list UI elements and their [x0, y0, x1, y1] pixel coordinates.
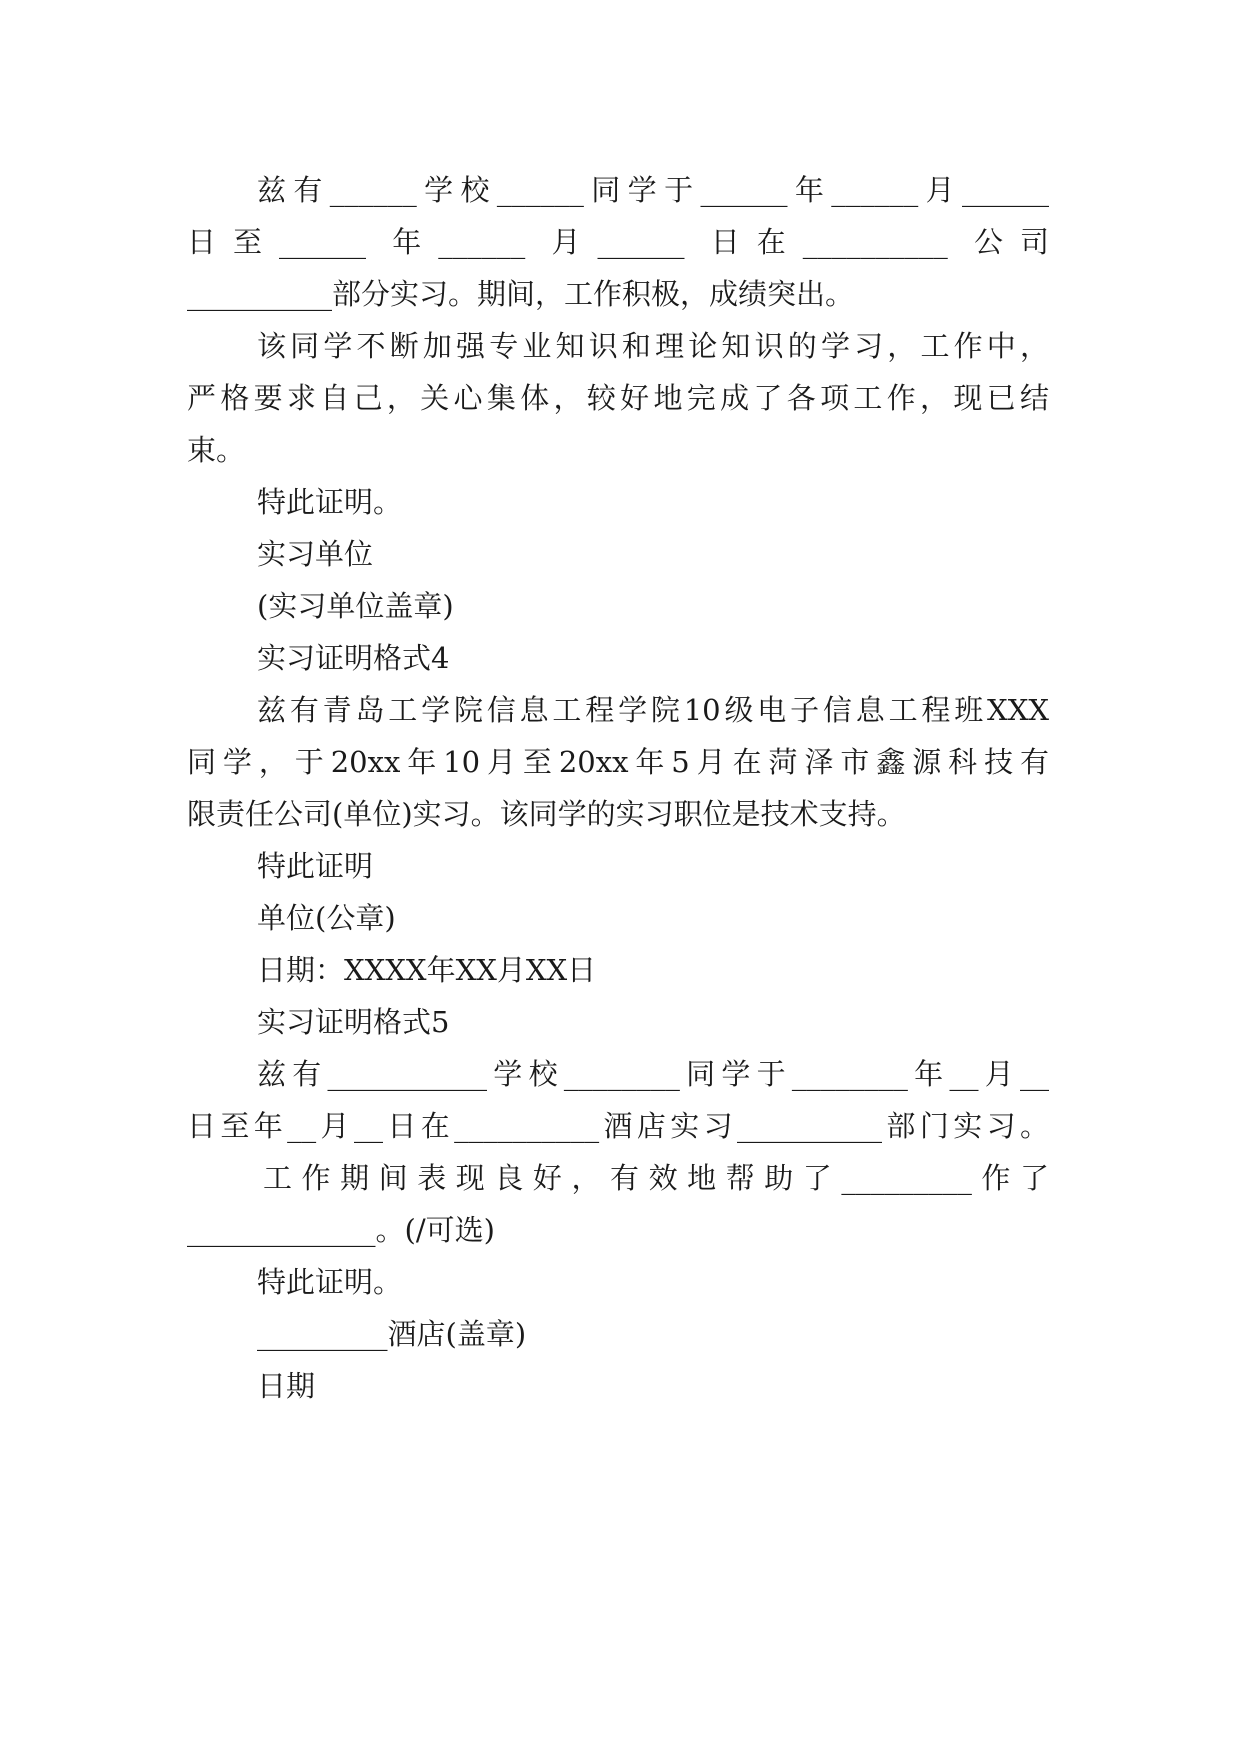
paragraph-line: 该同学不断加强专业知识和理论知识的学习，工作中，: [257, 329, 1049, 363]
paragraph-line: 兹有______学校______同学于______年______月______: [257, 173, 1049, 207]
paragraph-line: 特此证明。: [257, 485, 403, 519]
section-heading: 实习证明格式5: [257, 1005, 450, 1039]
paragraph-line: _________酒店(盖章): [257, 1317, 527, 1351]
paragraph-line: 日至______ 年______ 月______ 日在__________ 公司: [187, 225, 1049, 259]
paragraph-line: 严格要求自己，关心集体，较好地完成了各项工作，现已结: [187, 381, 1049, 415]
paragraph-line: 实习单位: [257, 537, 374, 571]
paragraph-line: 束。: [187, 433, 246, 467]
paragraph-line: 工作期间表现良好，有效地帮助了_________作了: [263, 1161, 1049, 1195]
paragraph-line: 单位(公章): [257, 901, 396, 935]
paragraph-line: 兹有青岛工学院信息工程学院10级电子信息工程班XXX: [257, 693, 1049, 727]
paragraph-line: 特此证明。: [257, 1265, 403, 1299]
paragraph-line: 特此证明: [257, 849, 374, 883]
paragraph-line: 日期: [257, 1369, 316, 1403]
paragraph-line: 兹有___________学校________同学于________年__月__: [257, 1057, 1049, 1091]
paragraph-line: 日期：XXXX年XX月XX日: [257, 953, 597, 987]
paragraph-line: (实习单位盖章): [257, 589, 454, 623]
paragraph-line: 日至年__月__日在__________酒店实习__________部门实习。: [187, 1109, 1049, 1143]
paragraph-line: _____________。(/可选): [187, 1213, 495, 1247]
section-heading: 实习证明格式4: [257, 641, 450, 675]
paragraph-line: 同学，于20xx年10月至20xx年5月在菏泽市鑫源科技有: [187, 745, 1049, 779]
paragraph-line: __________部分实习。期间，工作积极，成绩突出。: [187, 277, 855, 311]
paragraph-line: 限责任公司(单位)实习。该同学的实习职位是技术支持。: [187, 797, 906, 831]
